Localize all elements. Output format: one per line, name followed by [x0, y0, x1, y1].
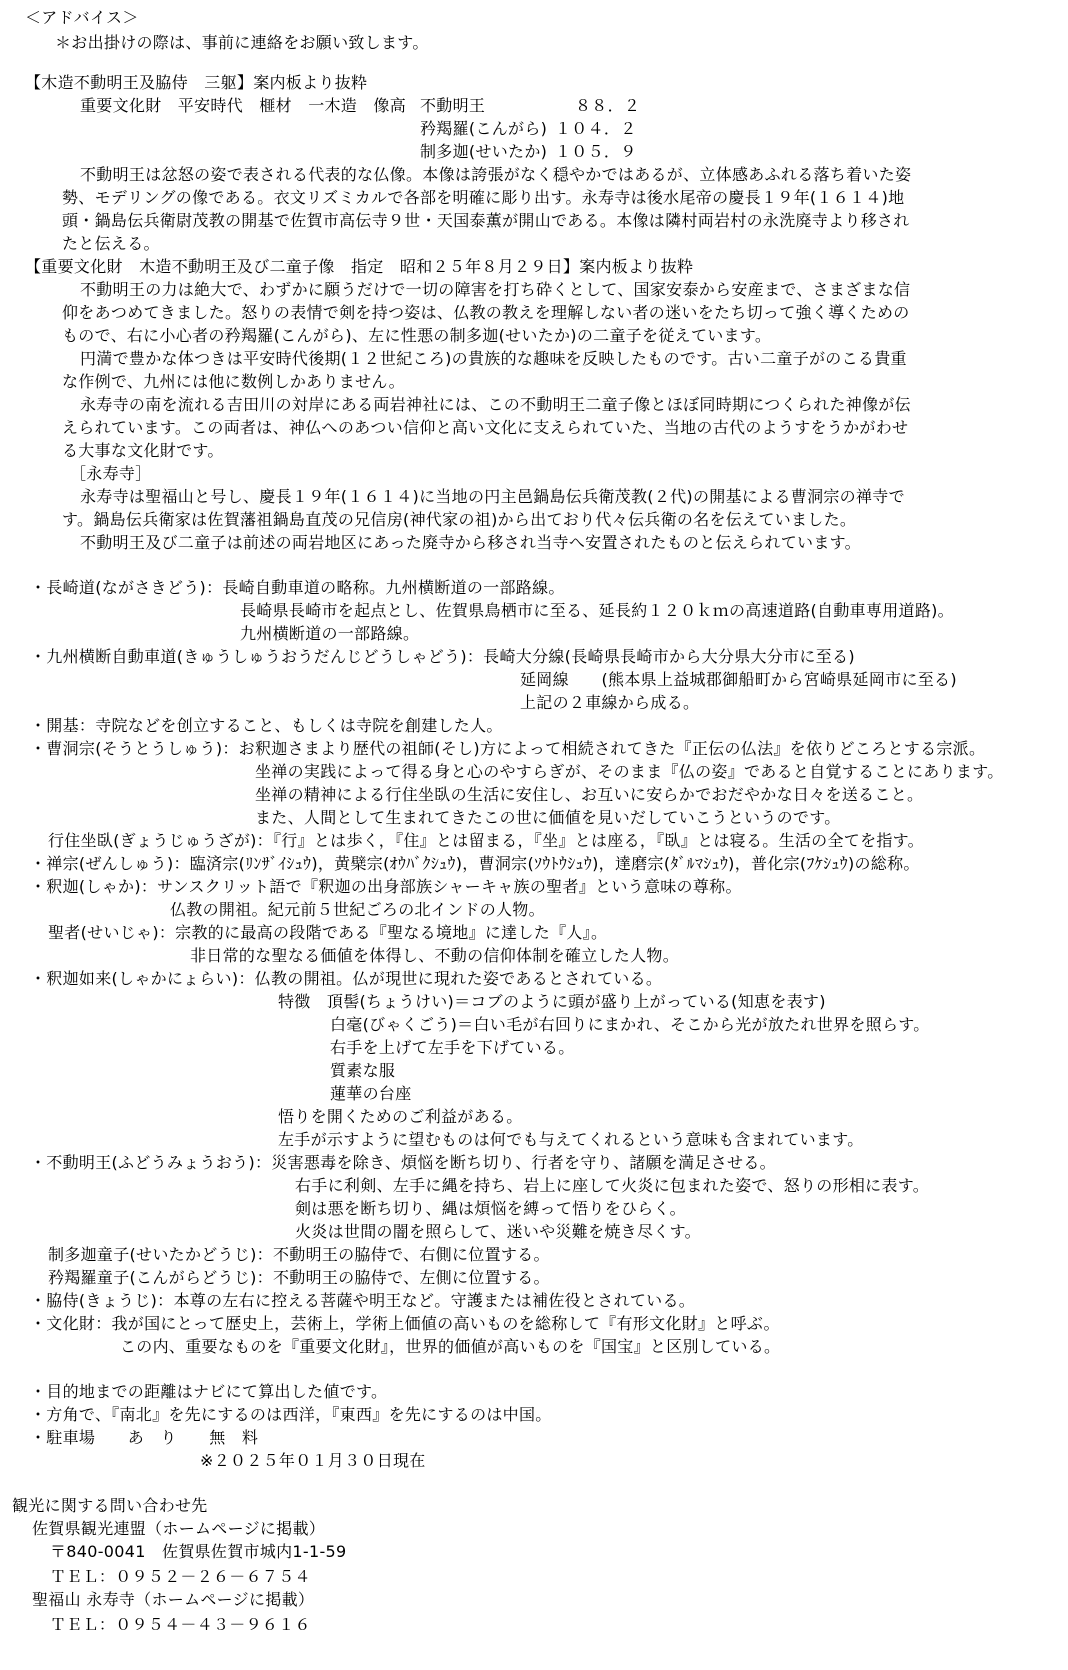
date-note: ※２０２５年０１月３０日現在 [200, 1451, 426, 1470]
contact-tel: ＴＥＬ：０９５４－４３－９６１６ [50, 1615, 311, 1634]
glossary-line: 九州横断道の一部路線。 [240, 624, 420, 643]
glossary-line: 延岡線 (熊本県上益城郡御船町から宮崎県延岡市に至る) [520, 670, 957, 689]
important-body-line: 不動明王の力は絶大で、わずかに願うだけで一切の障害を打ち砕くとして、国家安泰から安産まで、さまざまな信 [80, 280, 911, 299]
glossary-line: ・九州横断自動車道(きゅうしゅうおうだんじどうしゃどう)：長崎大分線(長崎県長崎市から大分県大分市に至る) [30, 647, 855, 666]
important-title: 【重要文化財 木造不動明王及び二童子像 指定 昭和２５年８月２９日】案内板より抜粋 [25, 257, 694, 276]
glossary-line: 坐禅の実践によって得る身と心のやすらぎが、そのまま『仏の姿』であると自覚することにあります。 [255, 762, 1004, 781]
important-body-line: えられています。この両者は、神仏へのあつい信仰と高い文化に支えられていた、当地の古代のようすをうかがわせ [62, 418, 909, 437]
important-body-line: もので、右に小心者の矜羯羅(こんがら)、左に性悪の制多迦(せいたか)の二童子を従えています。 [62, 326, 772, 345]
advice-note: ＊お出掛けの際は、事前に連絡をお願い致します。 [55, 33, 429, 52]
glossary-line: 悟りを開くためのご利益がある。 [278, 1107, 523, 1126]
glossary-line: 長崎県長崎市を起点とし、佐賀県鳥栖市に至る、延長約１２０ｋｍの高速道路(自動車専用道路)。 [240, 601, 954, 620]
glossary-line: 仏教の開祖。紀元前５世紀ごろの北インドの人物。 [170, 900, 545, 919]
glossary-line: 特徴 頂髻(ちょうけい)＝コブのように頭が盛り上がっている(知恵を表す) [278, 992, 826, 1011]
important-body-line: 円満で豊かな体つきは平安時代後期(１２世紀ころ)の貴族的な趣味を反映したものです。古い二童子がのこる貴重 [80, 349, 907, 368]
temple-body-line: す。鍋島伝兵衛家は佐賀藩祖鍋島直茂の兄信房(神代家の祖)から出ており代々伝兵衛の名を伝えていました。 [62, 510, 857, 529]
important-body-line: る大事な文化財です。 [62, 441, 224, 460]
note-line: ・目的地までの距離はナビにて算出した値です。 [30, 1382, 388, 1401]
glossary-line: ・開基：寺院などを创立すること、もしくは寺院を創建した人。 [30, 716, 503, 735]
glossary-line: 質素な服 [330, 1061, 396, 1080]
height-value: １０５．９ [555, 142, 637, 161]
glossary-line: 右手に利剣、左手に縄を持ち、岩上に座して火炎に包まれた姿で、怒りの形相に表す。 [295, 1176, 930, 1195]
glossary-line: 聖者(せいじゃ)：宗教的に最高の段階である『聖なる境地』に達した『人』。 [48, 923, 608, 942]
glossary-line: 左手が示すように望むものは何でも与えてくれるという意味も含まれています。 [278, 1130, 864, 1149]
glossary-line: 剣は悪を断ち切り、縄は煩悩を縛って悟りをひらく。 [295, 1199, 686, 1218]
glossary-line: また、人間として生まれてきたこの世に価値を見いだしていこうというのです。 [255, 808, 841, 827]
statues-body-line: 不動明王は忿怒の姿で表される代表的な仏像。本像は誇張がなく穏やかではあるが、立体感あふれる落ち着いた姿 [80, 165, 912, 184]
height-name: 矜羯羅(こんがら) [420, 119, 548, 138]
glossary-line: 制多迦童子(せいたかどうじ)：不動明王の脇侍で、右側に位置する。 [48, 1245, 550, 1264]
height-value: １０４．２ [555, 119, 637, 138]
note-line: ・方角で、『南北』を先にするのは西洋，『東西』を先にするのは中国。 [30, 1405, 552, 1424]
statues-body-line: 勢、モデリングの像である。衣文リズミカルで各部を明確に彫り出す。永寿寺は後水尾帝の慶長１９年(１６１４)地 [62, 188, 905, 207]
glossary-line: ・釈迦如来(しゃかにょらい)：仏教の開祖。仏が現世に現れた姿であるとされている。 [30, 969, 663, 988]
glossary-line: 上記の２車線から成る。 [520, 693, 700, 712]
contact-org: 聖福山 永寿寺（ホームページに掲載） [32, 1590, 315, 1609]
glossary-line: ・脇侍(きょうじ)：本尊の左右に控える菩薩や明王など。守護または補佐役とされている。 [30, 1291, 696, 1310]
advice-heading: ＜アドバイス＞ [25, 8, 139, 27]
important-body-line: な作例で、九州には他に数例しかありません。 [62, 372, 405, 391]
height-value: ８８．２ [575, 96, 641, 115]
statues-title: 【木造不動明王及脇侍 三躯】案内板より抜粋 [25, 73, 368, 92]
glossary-line: 非日常的な聖なる価値を体得し、不動の信仰体制を確立した人物。 [190, 946, 680, 965]
contact-org: 佐賀県観光連盟（ホームページに掲載） [32, 1519, 326, 1538]
glossary-line: この内、重要なものを『重要文化財』，世界的価値が高いものを『国宝』と区別している。 [120, 1337, 781, 1356]
statues-body-line: たと伝える。 [62, 234, 160, 253]
statues-spec-label: 重要文化財 平安時代 榧材 一木造 像高 [80, 96, 407, 115]
glossary-line: 蓮華の台座 [330, 1084, 412, 1103]
glossary-line: 右手を上げて左手を下げている。 [330, 1038, 575, 1057]
glossary-line: 行住坐臥(ぎょうじゅうざが)：『行』とは歩く，『住』とは留まる，『坐』とは座る，『臥』とは寝る。生活の全てを指す。 [48, 831, 924, 850]
glossary-line: ・曹洞宗(そうとうしゅう)：お釈迦さまより歴代の祖師(そし)方によって相続されてきた『正伝の仏法』を依りどころとする宗派。 [30, 739, 986, 758]
statues-body-line: 頭・鍋島伝兵衛尉茂教の開基で佐賀市高伝寺９世・天国泰薫が開山である。本像は隣村両岩村の永洗廃寺より移され [62, 211, 910, 230]
height-name: 不動明王 [420, 96, 486, 115]
parking-note: ・駐車場 あ り 無 料 [30, 1428, 259, 1447]
height-name: 制多迦(せいたか) [420, 142, 548, 161]
temple-body-line: 永寿寺は聖福山と号し、慶長１９年(１６１４)に当地の円主邑鍋島伝兵衛茂教(２代)の開基による曹洞宗の禅寺で [80, 487, 905, 506]
important-body-line: 仰をあつめてきました。怒りの表情で剣を持つ姿は、仏教の教えを理解しない者の迷いをたち切って強く導くための [62, 303, 910, 322]
glossary-line: 火炎は世間の闇を照らして、迷いや災難を焼き尽くす。 [295, 1222, 701, 1241]
temple-body-line: 不動明王及び二童子は前述の両岩地区にあった廃寺から移され当寺へ安置されたものと伝えられています。 [80, 533, 861, 552]
glossary-line: ・文化財：我が国にとって歴史上，芸術上，学術上価値の高いものを総称して『有形文化財』と呼ぶ。 [30, 1314, 780, 1333]
glossary-line: ・長崎道(ながさきどう)：長崎自動車道の略称。九州横断道の一部路線。 [30, 578, 565, 597]
glossary-line: 坐禅の精神による行住坐臥の生活に安住し、お互いに安らかでおだやかな日々を送ること。 [255, 785, 924, 804]
glossary-line: 白毫(びゃくごう)＝白い毛が右回りにまかれ、そこから光が放たれ世界を照らす。 [330, 1015, 930, 1034]
glossary-line: ・釈迦(しゃか)：サンスクリット語で『釈迦の出身部族シャーキャ族の聖者』という意味の尊称。 [30, 877, 742, 896]
important-body-line: 永寿寺の南を流れる吉田川の対岸にある両岩神社には、この不動明王二童子像とほぼ同時期につくられた神像が伝 [80, 395, 911, 414]
contact-heading: 観光に関する問い合わせ先 [12, 1496, 208, 1515]
glossary-line: ・禅宗(ぜんしゅう)：臨済宗(ﾘﾝｻﾞｲｼｭｳ)，黄檗宗(ｵｳﾊﾞｸｼｭｳ)，曹洞宗(ｿｳﾄｳｼｭｳ)，達磨宗(ﾀﾞﾙﾏｼｭｳ)，普化宗(ﾌｹｼｭｳ)の総称。 [30, 854, 920, 873]
glossary-line: 矜羯羅童子(こんがらどうじ)：不動明王の脇侍で、左側に位置する。 [48, 1268, 550, 1287]
contact-tel: ＴＥＬ：０９５２－２６－６７５４ [50, 1567, 311, 1586]
temple-subtitle: ［永寿寺］ [70, 464, 152, 483]
glossary-line: ・不動明王(ふどうみょうおう)：災害悪毒を除き、煩悩を断ち切り、行者を守り、諸願を満足させる。 [30, 1153, 776, 1172]
contact-address: 〒840-0041 佐賀県佐賀市城内1-1-59 [50, 1542, 347, 1561]
